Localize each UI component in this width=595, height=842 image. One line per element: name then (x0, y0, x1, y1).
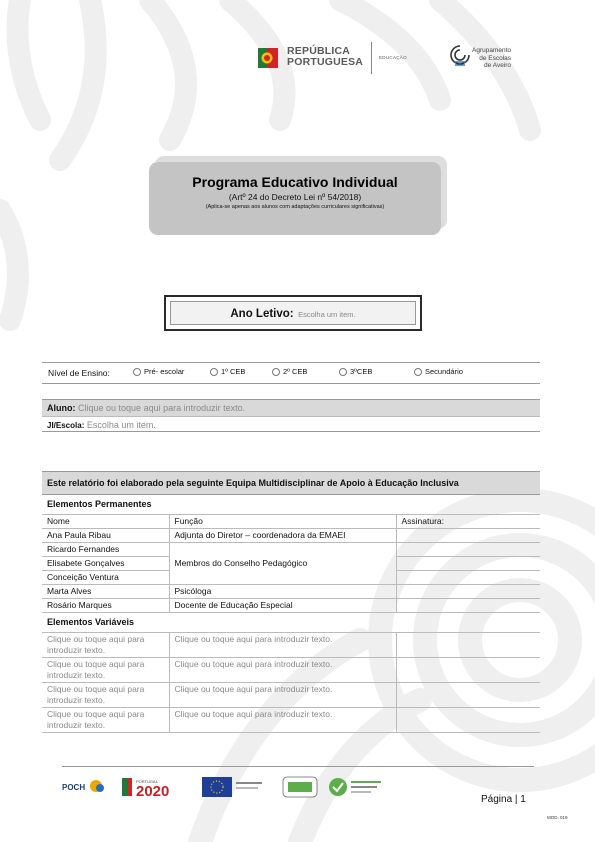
radio-pre-escolar[interactable] (133, 367, 184, 376)
selo-conformidade-logo (329, 778, 381, 796)
radio-1-ceb[interactable] (210, 367, 245, 376)
variable-role-input[interactable]: Clique ou toque aqui para introduzir texto. (169, 683, 396, 708)
agrupamento-line1: Agrupamento (472, 47, 512, 54)
escola-row (42, 416, 540, 432)
signature-cell[interactable] (396, 529, 540, 543)
signature-cell[interactable] (396, 557, 540, 571)
signature-cell[interactable] (396, 543, 540, 557)
document-note: (Aplica-se apenas aos alunos com adaptações curriculares significativas) (205, 204, 385, 210)
permanent-members-table (42, 515, 540, 613)
signature-cell[interactable] (396, 658, 540, 683)
table-row (42, 683, 540, 708)
member-name: Conceição Ventura (42, 571, 169, 585)
aluno-label: Aluno: (47, 403, 76, 413)
ano-letivo-box (164, 295, 422, 331)
radio-secundario[interactable] (414, 367, 463, 376)
variable-role-input[interactable]: Clique ou toque aqui para introduzir texto. (169, 708, 396, 733)
variable-role-input[interactable]: Clique ou toque aqui para introduzir texto. (169, 658, 396, 683)
page-number: Página | 1 (481, 794, 526, 805)
variable-name-input[interactable]: Clique ou toque aqui para introduzir texto. (42, 658, 169, 683)
table-row (42, 633, 540, 658)
member-name: Marta Alves (42, 585, 169, 599)
radio-2-ceb[interactable] (272, 367, 307, 376)
republica-line2: PORTUGUESA (287, 56, 364, 68)
table-row (42, 658, 540, 683)
logo-divider (371, 42, 372, 74)
member-role: Docente de Educação Especial (169, 599, 396, 613)
variable-members-table (42, 633, 540, 733)
poch-logo (62, 780, 104, 792)
table-row (42, 585, 540, 599)
eu-flag-logo (202, 777, 262, 797)
nivel-ensino-row (42, 362, 540, 384)
ano-letivo-select[interactable]: Escolha um item. (298, 310, 356, 319)
radio-circle-icon (210, 368, 218, 376)
aluno-input[interactable]: Clique ou toque aqui para introduzir texto. (78, 403, 246, 413)
table-row (42, 708, 540, 733)
radio-circle-icon (414, 368, 422, 376)
radio-label: 1º CEB (221, 367, 246, 376)
funding-logos (60, 774, 400, 800)
team-heading: Este relatório foi elaborado pela seguinte Equipa Multidisciplinar de Apoio à Educação Inclusiva (42, 472, 540, 495)
document-title-box (149, 162, 441, 235)
footer-logos (60, 774, 400, 800)
escola-select[interactable]: Escolha um item. (86, 420, 156, 430)
agrupamento-line3: de Aveiro (484, 62, 512, 69)
educacao-label: EDUCAÇÃO (379, 55, 407, 60)
portuguese-emblem-icon (258, 44, 282, 72)
signature-cell[interactable] (396, 599, 540, 613)
member-name: Elisabete Gonçalves (42, 557, 169, 571)
column-header-nome: Nome (42, 515, 169, 529)
republica-portuguesa-logo (258, 42, 418, 76)
nivel-ensino-label: Nível de Ensino: (48, 368, 110, 378)
table-row (42, 599, 540, 613)
column-header-funcao: Função (169, 515, 396, 529)
escola-label: JI/Escola: (47, 421, 85, 430)
radio-label: Pré- escolar (144, 367, 185, 376)
document-subtitle: (Artº 24 do Decreto Lei nº 54/2018) (228, 192, 362, 202)
table-row (42, 543, 540, 557)
radio-circle-icon (272, 368, 280, 376)
column-header-assinatura: Assinatura: (396, 515, 540, 529)
portugal-2020-logo (122, 778, 169, 800)
signature-cell[interactable] (396, 633, 540, 658)
signature-cell[interactable] (396, 571, 540, 585)
footer-divider (62, 766, 534, 767)
aluno-row (42, 400, 540, 416)
aluno-section (42, 399, 540, 432)
portugal-text: PORTUGAL (136, 779, 158, 784)
member-name: Rosário Marques (42, 599, 169, 613)
form-code: MOD. 019 (547, 815, 568, 820)
document-title: Programa Educativo Individual (192, 174, 398, 190)
variable-name-input[interactable]: Clique ou toque aqui para introduzir texto. (42, 683, 169, 708)
republica-line1: REPÚBLICA (287, 45, 351, 57)
table-row (42, 529, 540, 543)
member-role: Membros do Conselho Pedagógico (169, 543, 396, 585)
ano-letivo-label: Ano Letivo: (230, 308, 294, 320)
agrupamento-logo (450, 44, 550, 74)
table-header-row (42, 515, 540, 529)
member-name: Ricardo Fernandes (42, 543, 169, 557)
radio-label: Secundário (425, 367, 463, 376)
permanent-section-title: Elementos Permanentes (42, 495, 540, 515)
variable-name-input[interactable]: Clique ou toque aqui para introduzir texto. (42, 708, 169, 733)
radio-3-ceb[interactable] (339, 367, 372, 376)
variable-role-input[interactable]: Clique ou toque aqui para introduzir texto. (169, 633, 396, 658)
variable-section-title: Elementos Variáveis (42, 613, 540, 633)
team-table (42, 471, 540, 733)
member-name: Ana Paula Ribau (42, 529, 169, 543)
poch-text: POCH (62, 783, 86, 792)
agrupamento-icon (450, 44, 470, 68)
signature-cell[interactable] (396, 708, 540, 733)
radio-circle-icon (133, 368, 141, 376)
agrupamento-line2: de Escolas (479, 54, 512, 62)
member-role: Adjunta do Diretor – coordenadora da EMAEI (169, 529, 396, 543)
radio-label: 2º CEB (283, 367, 308, 376)
year-text: 2020 (136, 783, 170, 800)
member-role: Psicóloga (169, 585, 396, 599)
escola-logo (283, 777, 317, 797)
signature-cell[interactable] (396, 585, 540, 599)
radio-circle-icon (339, 368, 347, 376)
variable-name-input[interactable]: Clique ou toque aqui para introduzir texto. (42, 633, 169, 658)
radio-label: 3ºCEB (350, 367, 373, 376)
signature-cell[interactable] (396, 683, 540, 708)
